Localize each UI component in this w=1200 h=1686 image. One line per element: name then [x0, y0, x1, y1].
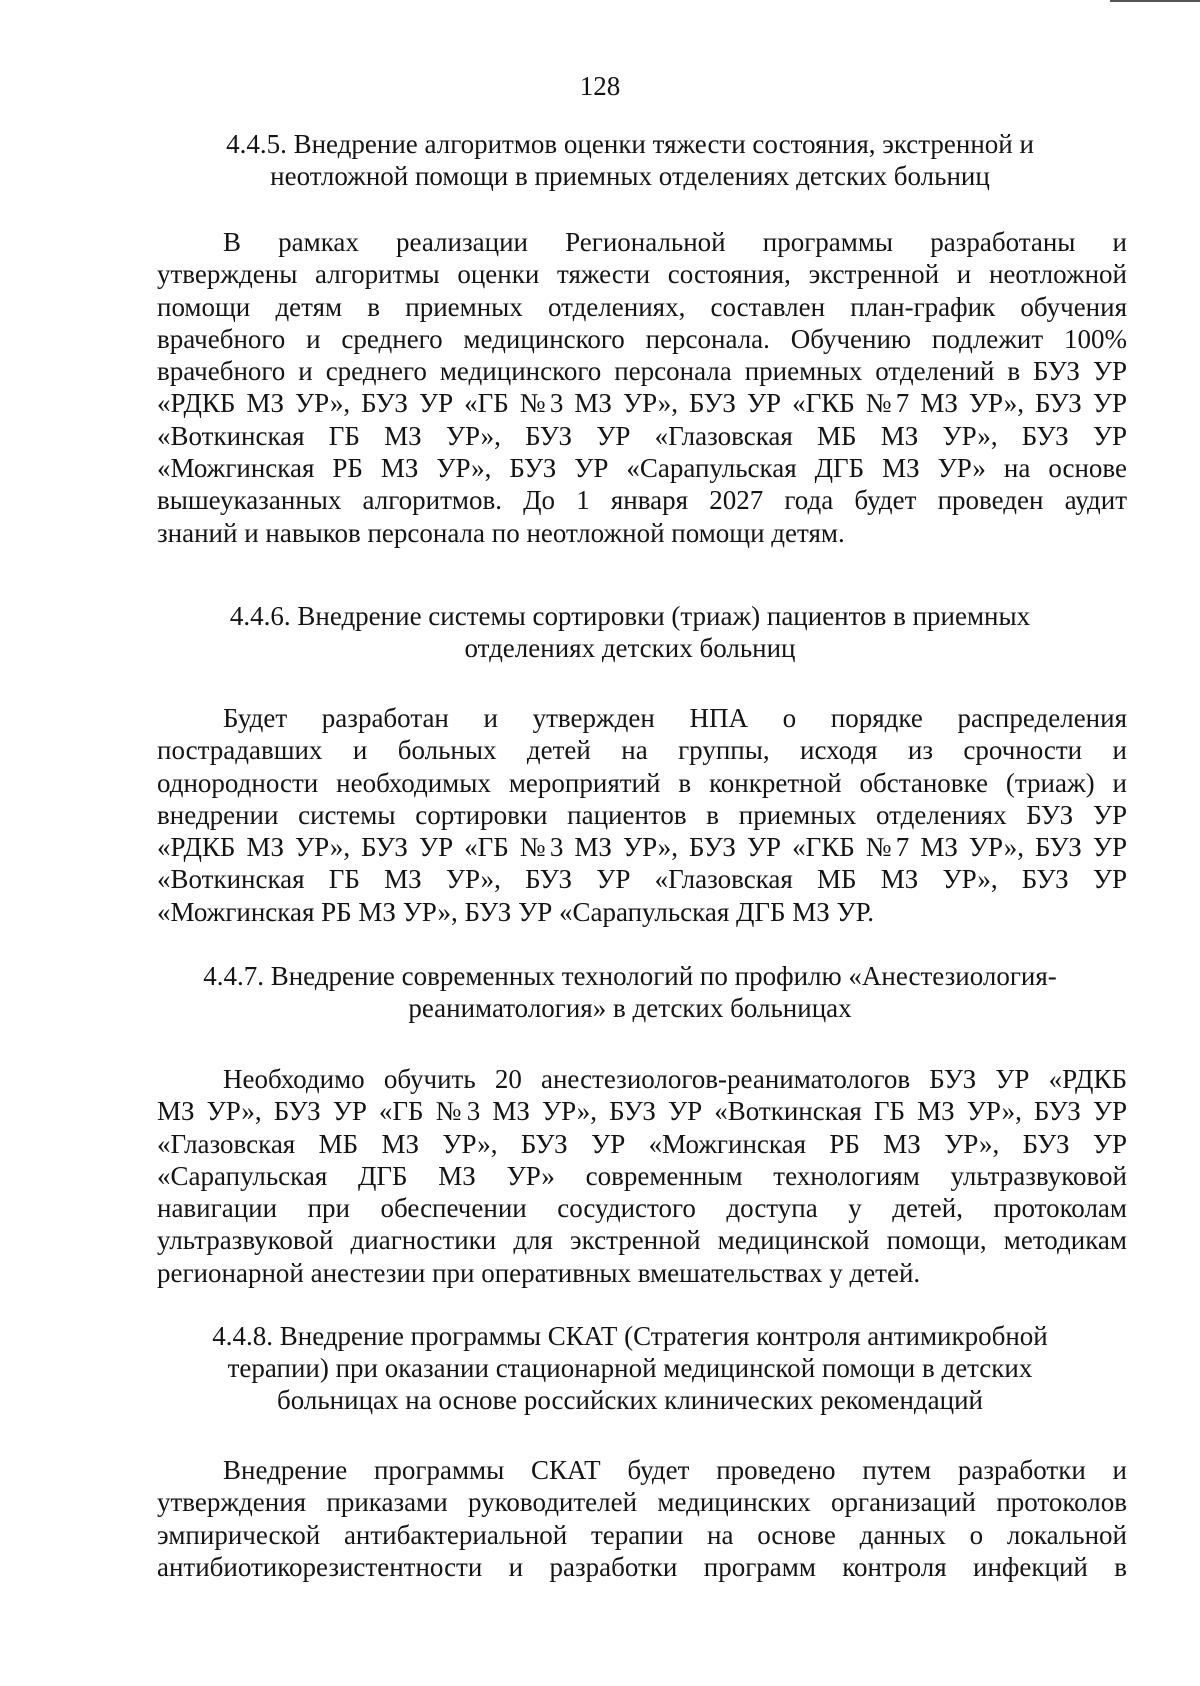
- paragraph-line: эмпирической антибактериальной терапии на основе данных о локальной: [157, 1519, 1127, 1550]
- paragraph-line: МЗ УР», БУЗ УР «ГБ №3 МЗ УР», БУЗ УР «Воткинская ГБ МЗ УР», БУЗ УР: [157, 1096, 1127, 1127]
- section-paragraph-4-4-6: [157, 702, 1127, 928]
- heading-line: отделениях детских больниц: [464, 633, 796, 663]
- heading-line: больницах на основе российских клинических рекомендаций: [277, 1385, 983, 1415]
- paragraph-line: регионарной анестезии при оперативных вмешательствах у детей.: [157, 1257, 921, 1288]
- section-heading-4-4-6: [140, 600, 1120, 664]
- paragraph-line: «Сарапульская ДГБ МЗ УР» современным технологиям ультразвуковой: [157, 1160, 1127, 1191]
- page-number: 128: [579, 71, 621, 101]
- paragraph-line: утверждения приказами руководителей медицинских организаций протоколов: [157, 1487, 1127, 1518]
- section-paragraph-4-4-7: [157, 1063, 1127, 1289]
- paragraph-line: «Глазовская МБ МЗ УР», БУЗ УР «Можгинская РБ МЗ УР», БУЗ УР: [157, 1128, 1127, 1159]
- heading-line: реаниматология» в детских больницах: [408, 993, 852, 1023]
- paragraph-line: помощи детям в приемных отделениях, составлен план-график обучения: [157, 291, 1127, 322]
- heading-line: 4.4.6. Внедрение системы сортировки (триаж) пациентов в приемных: [229, 601, 1031, 631]
- paragraph-line: Внедрение программы СКАТ будет проведено путем разработки и: [223, 1455, 1127, 1485]
- paragraph-line: «Воткинская ГБ МЗ УР», БУЗ УР «Глазовская МБ МЗ УР», БУЗ УР: [157, 420, 1127, 451]
- paragraph-line: пострадавших и больных детей на группы, исходя из срочности и: [157, 735, 1127, 766]
- paragraph-line: В рамках реализации Региональной программы разработаны и: [223, 227, 1127, 257]
- section-heading-4-4-5: [140, 128, 1120, 192]
- paragraph-line: «Можгинская РБ МЗ УР», БУЗ УР «Сарапульская ДГБ МЗ УР» на основе: [157, 453, 1127, 484]
- paragraph-line: «Воткинская ГБ МЗ УР», БУЗ УР «Глазовская МБ МЗ УР», БУЗ УР: [157, 864, 1127, 895]
- section-heading-4-4-8: [140, 1320, 1120, 1416]
- paragraph-line: «Можгинская РБ МЗ УР», БУЗ УР «Сарапульская ДГБ МЗ УР.: [157, 896, 875, 927]
- paragraph-line: «РДКБ МЗ УР», БУЗ УР «ГБ №3 МЗ УР», БУЗ УР «ГКБ №7 МЗ УР», БУЗ УР: [157, 388, 1127, 419]
- paragraph-line: знаний и навыков персонала по неотложной помощи детям.: [157, 517, 845, 548]
- heading-line: 4.4.8. Внедрение программы СКАТ (Стратегия контроля антимикробной: [212, 1321, 1048, 1351]
- section-heading-4-4-7: [140, 960, 1120, 1024]
- paragraph-line: внедрении системы сортировки пациентов в приемных отделениях БУЗ УР: [157, 799, 1127, 830]
- paragraph-line: ультразвуковой диагностики для экстренной медицинской помощи, методикам: [157, 1225, 1127, 1256]
- paragraph-line: Будет разработан и утвержден НПА о порядке распределения: [223, 703, 1127, 733]
- paragraph-line: Необходимо обучить 20 анестезиологов-реаниматологов БУЗ УР «РДКБ: [223, 1064, 1127, 1094]
- section-paragraph-4-4-8: [157, 1454, 1127, 1583]
- paragraph-line: врачебного и среднего медицинского персонала. Обучению подлежит 100%: [157, 323, 1127, 354]
- paragraph-line: вышеуказанных алгоритмов. До 1 января 2027 года будет проведен аудит: [157, 485, 1127, 516]
- paragraph-line: однородности необходимых мероприятий в конкретной обстановке (триаж) и: [157, 767, 1127, 798]
- heading-line: 4.4.5. Внедрение алгоритмов оценки тяжести состояния, экстренной и: [226, 129, 1034, 159]
- heading-line: терапии) при оказании стационарной медицинской помощи в детских: [227, 1353, 1033, 1383]
- paragraph-line: антибиотикорезистентности и разработки программ контроля инфекций в: [157, 1551, 1127, 1582]
- paragraph-line: «РДКБ МЗ УР», БУЗ УР «ГБ №3 МЗ УР», БУЗ УР «ГКБ №7 МЗ УР», БУЗ УР: [157, 832, 1127, 863]
- scan-edge-mark: [1110, 0, 1200, 2]
- paragraph-line: врачебного и среднего медицинского персонала приемных отделений в БУЗ УР: [157, 356, 1127, 387]
- paragraph-line: утверждены алгоритмы оценки тяжести состояния, экстренной и неотложной: [157, 259, 1127, 290]
- section-paragraph-4-4-5: [157, 226, 1127, 549]
- heading-line: неотложной помощи в приемных отделениях детских больниц: [270, 161, 990, 191]
- heading-line: 4.4.7. Внедрение современных технологий по профилю «Анестезиология-: [203, 961, 1057, 991]
- paragraph-line: навигации при обеспечении сосудистого доступа у детей, протоколам: [157, 1193, 1127, 1224]
